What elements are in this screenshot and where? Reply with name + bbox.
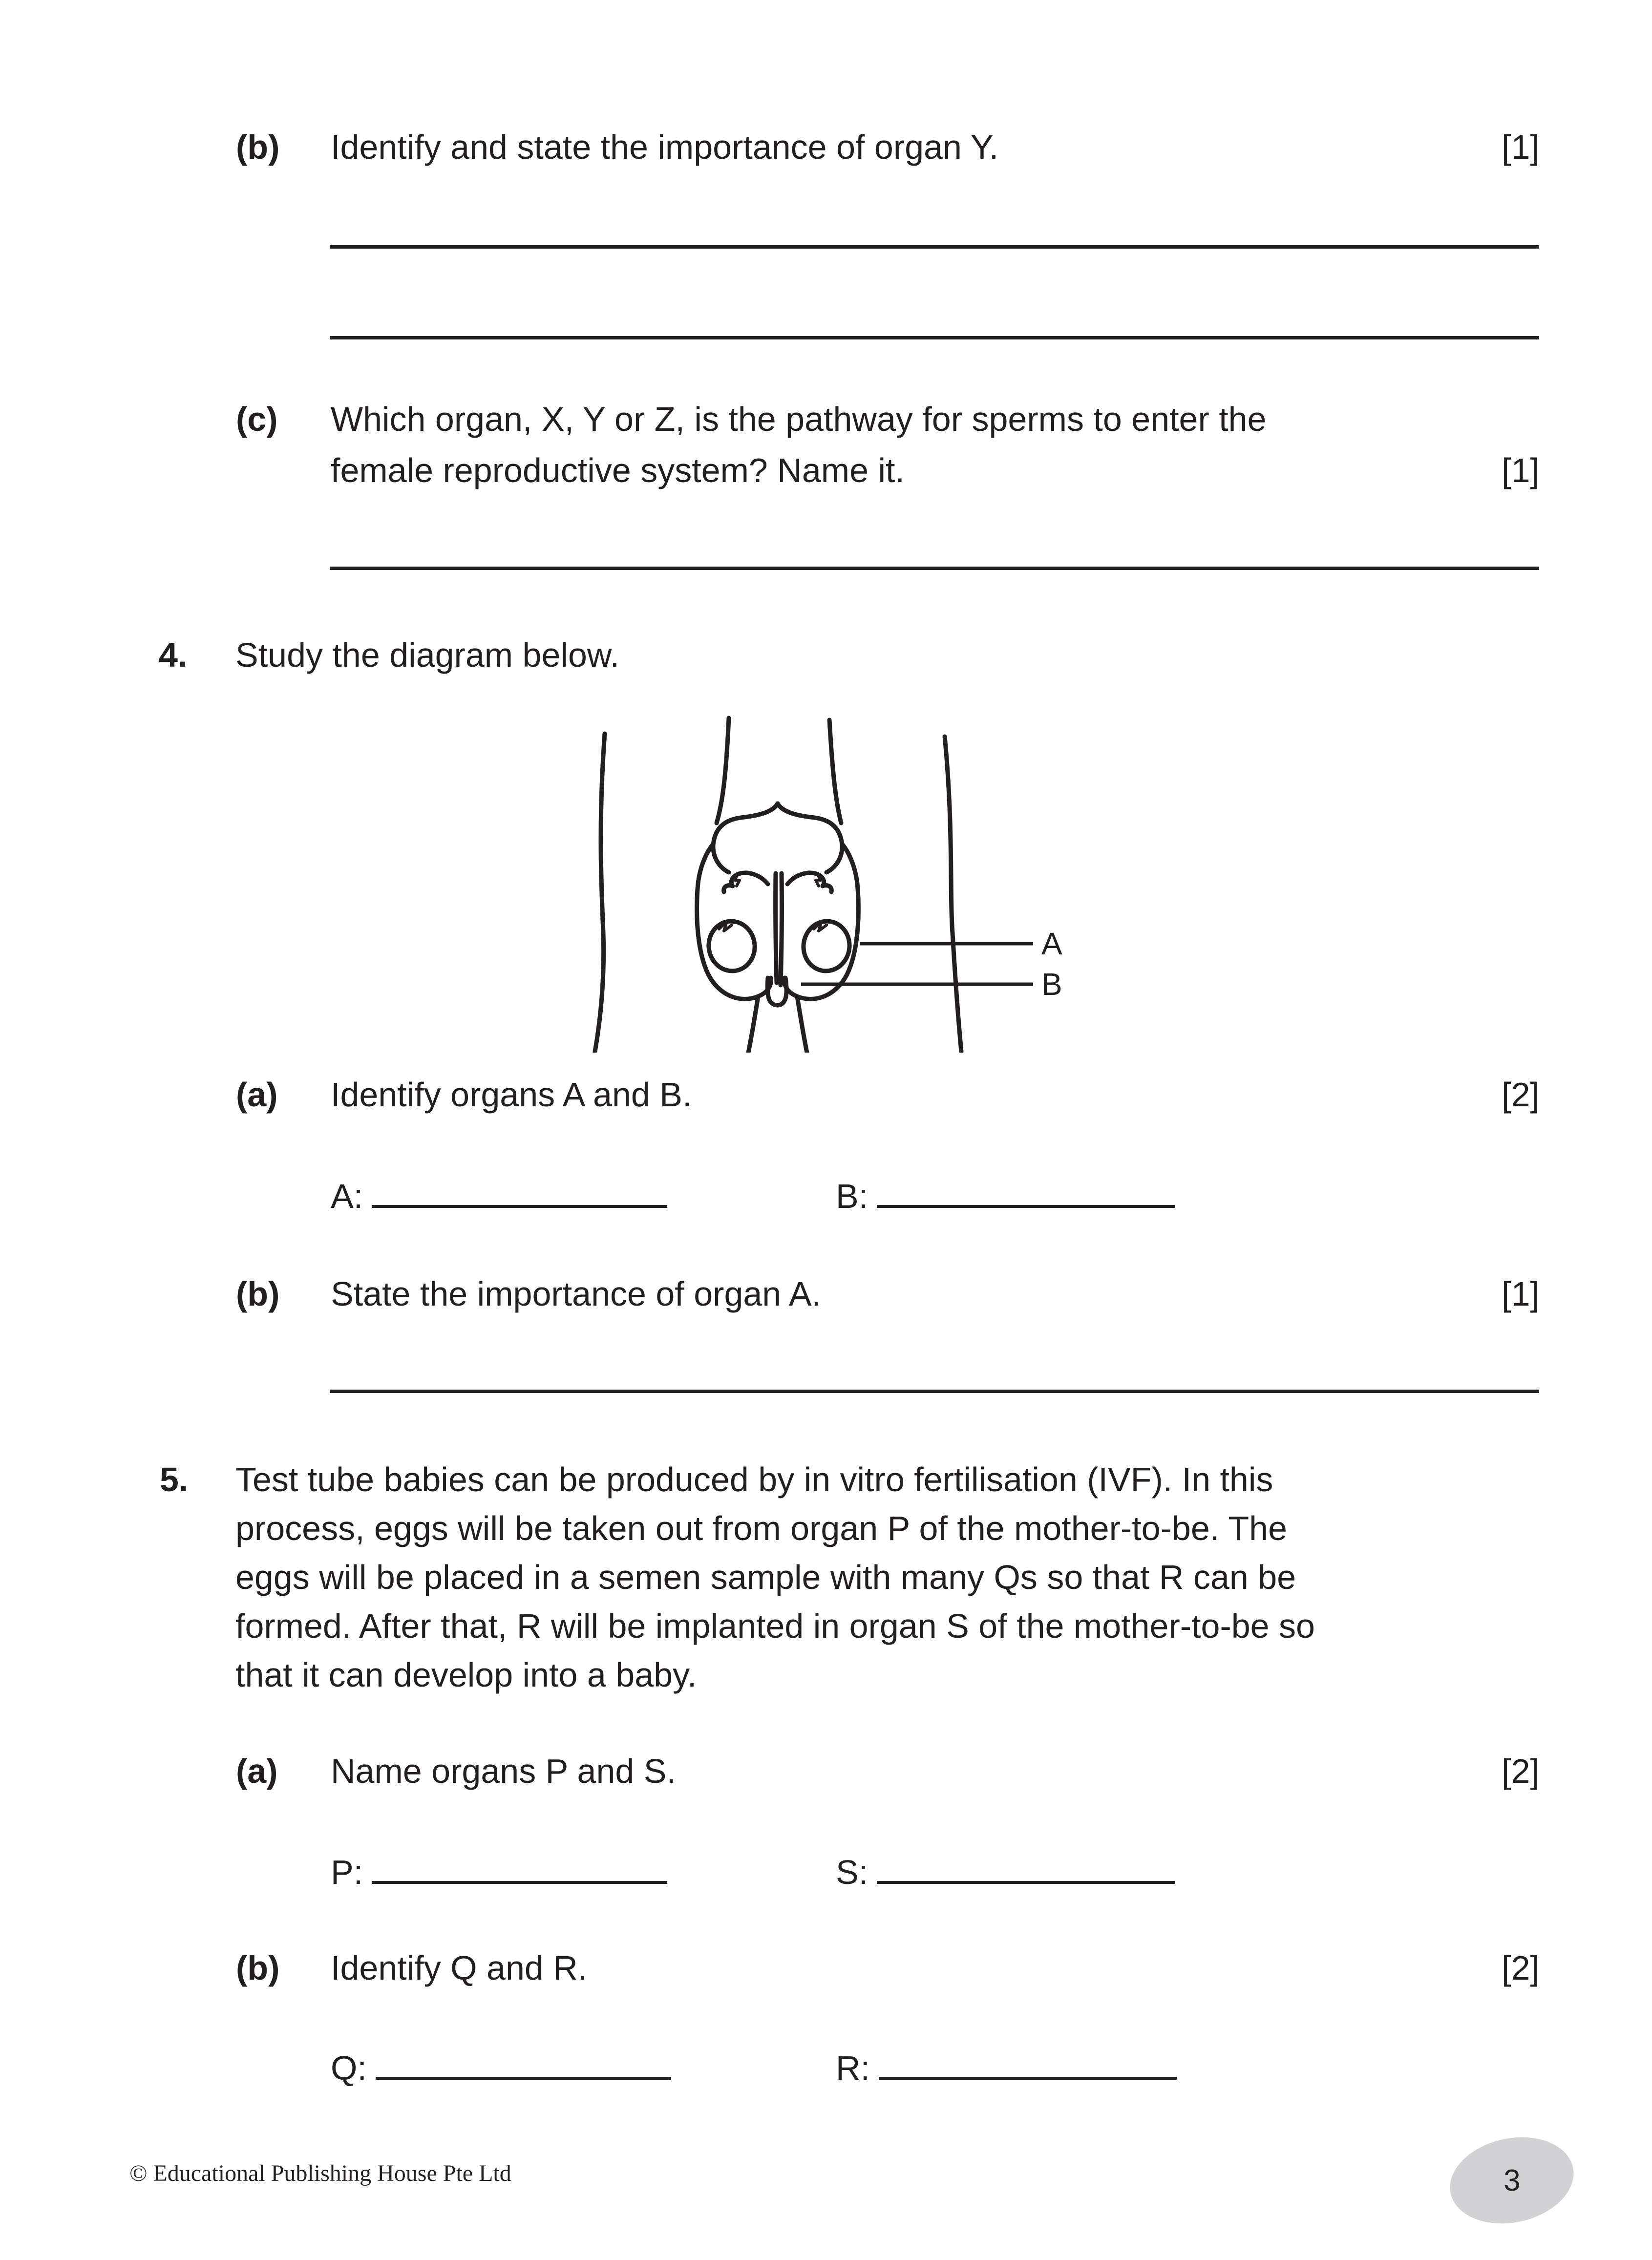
blank-label-A: A:	[331, 1177, 363, 1215]
q5b-blank-R	[836, 2044, 1177, 2092]
diagram-label-A: A	[1041, 926, 1062, 961]
q4b-text: State the importance of organ A.	[331, 1275, 821, 1313]
q3b-label: (b)	[236, 128, 280, 166]
q4a-blank-B	[836, 1172, 1175, 1221]
q5a-marks: [2]	[1502, 1752, 1540, 1790]
q3b-text: Identify and state the importance of organ Y.	[331, 128, 999, 166]
q5b-blank-Q	[331, 2044, 671, 2092]
q3c-label: (c)	[236, 400, 278, 438]
q5a-blank-P	[331, 1848, 667, 1897]
right-leg-contour	[945, 737, 961, 1052]
q4b-marks: [1]	[1502, 1275, 1540, 1313]
q4a-blank-A	[331, 1172, 667, 1221]
answer-blank-S[interactable]	[877, 1881, 1175, 1884]
q4-text: Study the diagram below.	[235, 636, 620, 674]
q3c-marks: [1]	[1502, 451, 1540, 489]
blank-label-P: P:	[331, 1853, 363, 1891]
q3c-text-line2: female reproductive system? Name it.	[331, 451, 905, 489]
diagram-label-B: B	[1041, 967, 1062, 1002]
q5b-label: (b)	[236, 1949, 280, 1987]
q5b-text: Identify Q and R.	[331, 1949, 588, 1987]
q5-text-line3: eggs will be placed in a semen sample with many Qs so that R can be	[235, 1558, 1296, 1596]
q5a-text: Name organs P and S.	[331, 1752, 676, 1790]
page-number-badge	[1442, 2126, 1582, 2234]
q5-text-line2: process, eggs will be taken out from organ P of the mother-to-be. The	[235, 1509, 1288, 1547]
q3b-marks: [1]	[1502, 128, 1540, 166]
answer-blank-B[interactable]	[877, 1205, 1175, 1208]
inner-left-line	[717, 718, 729, 823]
q3b-answer-line-2[interactable]	[330, 336, 1539, 339]
q3c-text-line1: Which organ, X, Y or Z, is the pathway for sperms to enter the	[331, 400, 1267, 438]
q4b-answer-line[interactable]	[330, 1390, 1539, 1393]
q5a-label: (a)	[236, 1752, 278, 1790]
inner-right-line	[829, 720, 841, 823]
q5-number: 5.	[160, 1460, 189, 1499]
blank-label-Q: Q:	[331, 2049, 367, 2087]
answer-blank-P[interactable]	[372, 1881, 667, 1884]
page-number: 3	[1503, 2163, 1521, 2197]
q4-number: 4.	[159, 636, 188, 674]
q4a-marks: [2]	[1502, 1076, 1540, 1114]
male-reproductive-diagram	[547, 679, 1104, 1053]
q4a-text: Identify organs A and B.	[331, 1076, 692, 1114]
q4a-label: (a)	[236, 1076, 278, 1114]
answer-blank-A[interactable]	[372, 1205, 667, 1208]
left-leg-contour	[595, 734, 605, 1052]
q5-text-line4: formed. After that, R will be implanted in organ S of the mother-to-be so	[235, 1607, 1315, 1645]
q5-text-line5: that it can develop into a baby.	[235, 1656, 697, 1694]
q5b-marks: [2]	[1502, 1949, 1540, 1987]
blank-label-R: R:	[836, 2049, 870, 2087]
blank-label-B: B:	[836, 1177, 868, 1215]
q5a-blank-S	[836, 1848, 1175, 1897]
footer-copyright: © Educational Publishing House Pte Ltd	[129, 2160, 511, 2186]
q3c-answer-line[interactable]	[330, 567, 1539, 570]
blank-label-S: S:	[836, 1853, 868, 1891]
dome-outline	[713, 803, 842, 872]
q5-text-line1: Test tube babies can be produced by in vitro fertilisation (IVF). In this	[235, 1460, 1273, 1499]
answer-blank-R[interactable]	[879, 2077, 1177, 2080]
q4b-label: (b)	[236, 1275, 280, 1313]
q3b-answer-line-1[interactable]	[330, 245, 1539, 249]
answer-blank-Q[interactable]	[376, 2077, 671, 2080]
